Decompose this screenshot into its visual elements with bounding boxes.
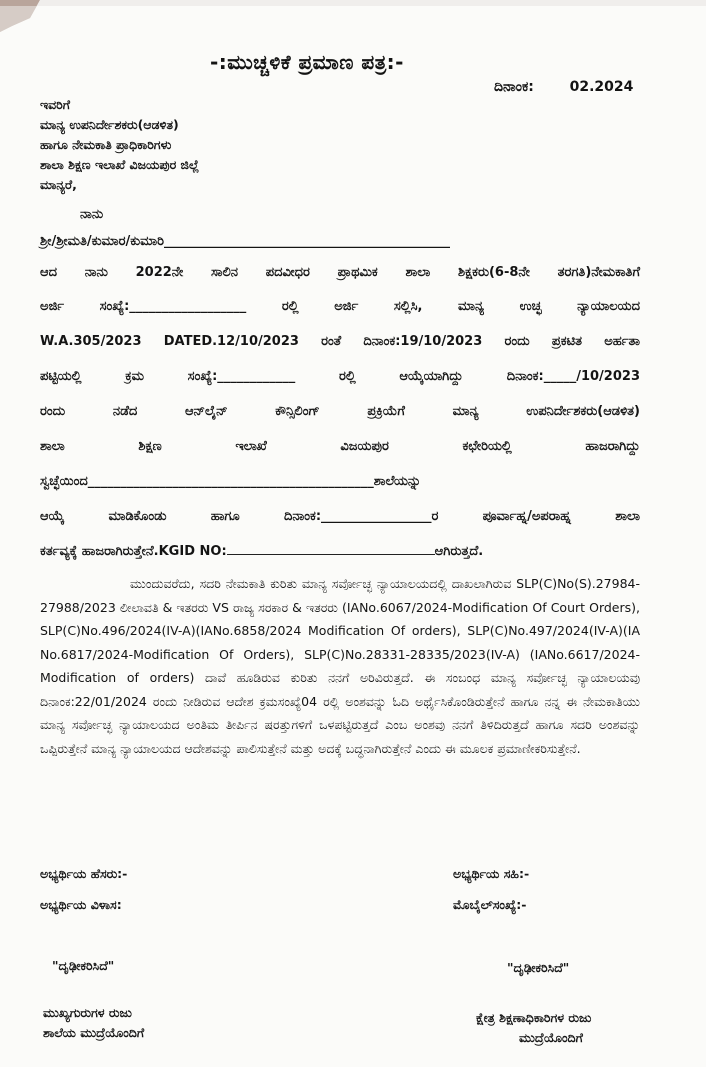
body-line-4: ಪಟ್ಟಿಯಲ್ಲಿ ಕ್ರಮ ಸಂಖ್ಯೆ:____________ ರಲ್ಲಿ ಆಯ್ಕೆಯಾಗಿದ್ದು ದಿನಾಂಕ:_____/10/2023 xyxy=(40,369,640,384)
recipient-line-1: ಇವರಿಗೆ xyxy=(40,97,71,112)
body-line-3: W.A.305/2023 DATED.12/10/2023 ರಂತೆ ದಿನಾಂಕ:19/10/2023 ರಂದು ಪ್ರಕಟಿತ ಅರ್ಹತಾ xyxy=(40,334,640,349)
headmaster-signature-label: ಮುಖ್ಯಗುರುಗಳ ರುಜು xyxy=(43,1005,132,1020)
body-line-5: ರಂದು ನಡೆದ ಆನ್‌ಲೈನ್ ಕೌನ್ಸಿಲಿಂಗ್ ಪ್ರಕ್ರಿಯೆಗೆ ಮಾನ್ಯ ಉಪನಿರ್ದೇಶಕರು(ಆಡಳಿತ) xyxy=(40,404,640,419)
body-line-7: ಸ್ವಚ್ಛೆಯಿಂದ____________________________________________ಶಾಲೆಯನ್ನು xyxy=(40,474,422,489)
kgid-line xyxy=(40,541,483,559)
verified-label-right: "ದೃಢೀಕರಿಸಿದೆ" xyxy=(507,960,570,975)
kgid-suffix: ಆಗಿರುತ್ತದೆ. xyxy=(434,544,484,559)
i-text: ನಾನು xyxy=(80,207,104,222)
candidate-signature-label: ಅಭ್ಯರ್ಥಿಯ ಸಹಿ:- xyxy=(453,866,530,881)
date-label: ದಿನಾಂಕ: xyxy=(494,79,534,95)
body-line-8: ಆಯ್ಕೆ ಮಾಡಿಕೊಂಡು ಹಾಗೂ ದಿನಾಂಕ:_________________ರ ಪೂರ್ವಾಹ್ನ/ಅಪರಾಹ್ನ ಶಾಲಾ xyxy=(40,509,640,524)
school-seal-label: ಶಾಲೆಯ ಮುದ್ರೆಯೊಂದಿಗೆ xyxy=(43,1025,145,1040)
mobile-number-label: ಮೊಬೈಲ್‌ಸಂಖ್ಯೆ:- xyxy=(453,897,527,912)
date-value: 02.2024 xyxy=(569,79,634,95)
declaration-text: ಮುಂದುವರೆದು, ಸದರಿ ನೇಮಕಾತಿ ಕುರಿತು ಮಾನ್ಯ ಸರ್ವೋಚ್ಛ ನ್ಯಾಯಾಲಯದಲ್ಲಿ ದಾಖಲಾಗಿರುವ SLP(C)No(S).27984-27988/2023 ಲೀಲಾವತಿ & ಇತರರು VS ರಾಜ್ಯ ಸರಕಾರ & ಇತರರು (IANo.6067/2024-Modification Of Court Orders), SLP(C)No.496/2024(IV-A)(IANo.6858/2024 Modification Of orders), SLP(C)No.497/2024(IV-A)(IA No.6817/2024-Modification Of Orders), SLP(C)No.28331-28335/2023(IV-A) (IANo.6617/2024-Modification of orders) ದಾವೆ ಹೂಡಿರುವ ಕುರಿತು ನನಗೆ ಅರಿವಿರುತ್ತದೆ. ಈ ಸಂಬಂಧ ಮಾನ್ಯ ಸರ್ವೋಚ್ಛ ನ್ಯಾಯಾಲಯವು ದಿನಾಂಕ:22/01/2024 ರಂದು ನೀಡಿರುವ ಆದೇಶ ಕ್ರಮಸಂಖ್ಯೆ04 ರಲ್ಲಿ ಅಂಶವನ್ನು ಓದಿ ಅರ್ಥೈಸಿಕೊಂಡಿರುತ್ತೇನೆ ಹಾಗೂ ನನ್ನ ಈ ನೇಮಕಾತಿಯು ಮಾನ್ಯ ಸರ್ವೋಚ್ಛ ನ್ಯಾಯಾಲಯದ ಅಂತಿಮ ತೀರ್ಪಿನ ಷರತ್ತುಗಳಿಗೆ ಒಳಪಟ್ಟಿರುತ್ತದೆ ಎಂಬ ಅಂಶವು ನನಗೆ ತಿಳಿದಿರುತ್ತದೆ ಹಾಗೂ ಸದರಿ ಅಂಶವನ್ನು ಒಪ್ಪಿರುತ್ತೇನೆ ಮಾನ್ಯ ನ್ಯಾಯಾಲಯದ ಆದೇಶವನ್ನು ಪಾಲಿಸುತ್ತೇನೆ ಮತ್ತು ಅದಕ್ಕೆ ಬದ್ಧನಾಗಿರುತ್ತೇನೆ ಎಂದು ಈ ಮೂಲಕ ಪ್ರಮಾಣೀಕರಿಸುತ್ತೇನೆ. xyxy=(40,576,640,756)
recipient-block xyxy=(40,95,199,195)
beo-signature-label: ಕ್ಷೇತ್ರ ಶಿಕ್ಷಣಾಧಿಕಾರಿಗಳ ರುಜು xyxy=(476,1010,592,1025)
declaration-paragraph xyxy=(40,572,640,760)
body-line-1: ಆದ ನಾನು 2022ನೇ ಸಾಲಿನ ಪದವೀಧರ ಪ್ರಾಥಮಿಕ ಶಾಲಾ ಶಿಕ್ಷಕರು(6-8ನೇ ತರಗತಿ)ನೇಮಕಾತಿಗೆ xyxy=(40,265,640,280)
verified-label-left: "ದೃಢೀಕರಿಸಿದೆ" xyxy=(52,958,115,973)
document-title: -:ಮುಚ್ಚಳಿಕೆ ಪ್ರಮಾಣ ಪತ್ರ:- xyxy=(210,50,404,74)
candidate-name-label: ಅಭ್ಯರ್ಥಿಯ ಹೆಸರು:- xyxy=(40,866,128,881)
recipient-line-5: ಮಾನ್ಯರೆ, xyxy=(40,177,77,192)
recipient-line-3: ಹಾಗೂ ನೇಮಕಾತಿ ಪ್ರಾಧಿಕಾರಿಗಳು xyxy=(40,137,172,152)
body-line-2: ಅರ್ಜಿ ಸಂಖ್ಯೆ:__________________ ರಲ್ಲಿ ಅರ್ಜಿ ಸಲ್ಲಿಸಿ, ಮಾನ್ಯ ಉಚ್ಛ ನ್ಯಾಯಾಲಯದ xyxy=(40,299,640,314)
recipient-line-2: ಮಾನ್ಯ ಉಪನಿರ್ದೇಶಕರು(ಆಡಳಿತ) xyxy=(40,117,179,132)
name-line: ಶ್ರೀ/ಶ್ರೀಮತಿ/ಕುಮಾರ/ಕುಮಾರಿ____________________________________________ xyxy=(40,234,450,249)
recipient-line-4: ಶಾಲಾ ಶಿಕ್ಷಣ ಇಲಾಖೆ ವಿಜಯಪುರ ಜಿಲ್ಲೆ xyxy=(40,157,200,172)
date-field xyxy=(494,79,633,95)
kgid-blank xyxy=(227,541,435,555)
candidate-address-label: ಅಭ್ಯರ್ಥಿಯ ವಿಳಾಸ: xyxy=(40,897,122,912)
beo-seal-label: ಮುದ್ರೆಯೊಂದಿಗೆ xyxy=(519,1030,583,1045)
kgid-label: ಕರ್ತವ್ಯಕ್ಕೆ ಹಾಜರಾಗಿರುತ್ತೇನೆ.KGID NO: xyxy=(40,544,227,559)
body-line-6: ಶಾಲಾ ಶಿಕ್ಷಣ ಇಲಾಖೆ ವಿಜಯಪುರ ಕಛೇರಿಯಲ್ಲಿ ಹಾಜರಾಗಿದ್ದು xyxy=(40,439,640,454)
